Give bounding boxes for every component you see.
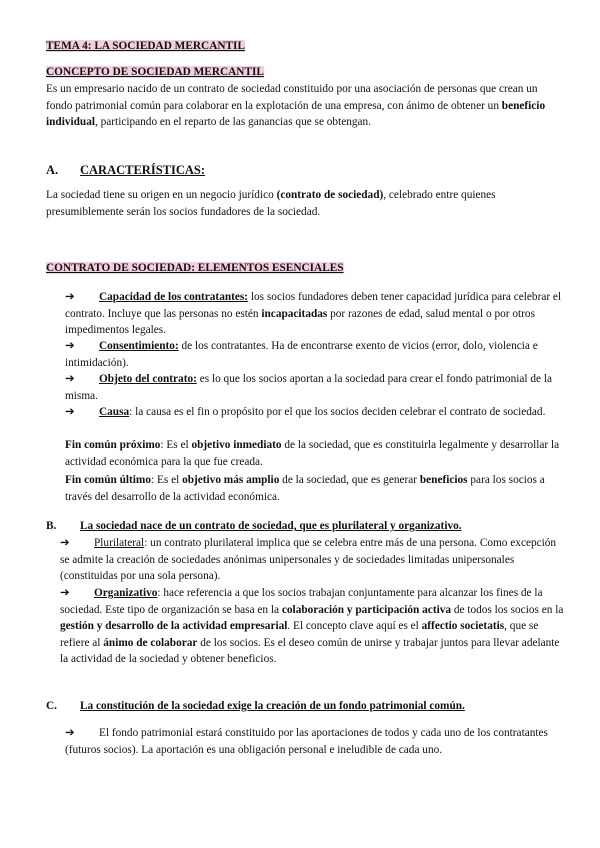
c-paragraph-text: El fondo patrimonial estará constituido por las aportaciones de todos y cada uno de los contratantes (futuros socios). La aportación es una obligación personal e ineludible de cada uno. — [65, 727, 548, 756]
b-organizativo-text-5: de los socios. Es el deseo común de unirse y trabajar juntos para llevar adelante la actividad de la sociedad y obtener beneficios. — [60, 636, 560, 665]
arrow-icon: ➔ — [65, 340, 75, 352]
document-title — [46, 38, 245, 55]
c-paragraph — [65, 725, 565, 758]
element-consent-text: de los contratantes. Ha de encontrarse exento de vicios (error, dolo, violencia e intimidación). — [65, 340, 538, 369]
arrow-icon: ➔ — [60, 537, 70, 549]
b-organizativo-text-4: , que se refiere al — [60, 620, 539, 649]
fin-ultimo-text-2: de la sociedad, que es generar — [279, 474, 420, 486]
b-organizativo-bold-2: gestión y desarrollo de la actividad empresarial — [60, 620, 288, 632]
contract-heading-text: CONTRATO DE SOCIEDAD: ELEMENTOS ESENCIALES — [46, 262, 344, 274]
fin-proximo — [65, 437, 565, 470]
section-b-letter: B. — [46, 520, 57, 532]
element-object-label: Objeto del contrato: — [99, 373, 197, 385]
b-organizativo-text-2: de todos los socios en la — [451, 603, 564, 616]
b-plurilateral-text: : un contrato plurilateral implica que se celebra entre más de una persona. Como excepción se admite la creación de sociedades anónimas unipersonales y de sociedades limitadas unipersonales (constituidas por una sola persona). — [60, 537, 557, 582]
section-a-text: La sociedad tiene su origen en un negocio jurídico — [46, 189, 277, 201]
section-b-title: La sociedad nace de un contrato de sociedad, que es plurilateral y organizativo. — [80, 520, 462, 532]
concept-paragraph — [46, 81, 566, 131]
fin-ultimo-bold-2: beneficios — [419, 474, 468, 486]
element-consent — [65, 338, 565, 371]
fin-proximo-label: Fin común próximo — [65, 439, 161, 451]
element-consent-label: Consentimiento: — [99, 340, 179, 352]
fin-ultimo-label: Fin común último — [65, 474, 151, 486]
concept-heading — [46, 64, 264, 81]
fin-proximo-text-end: de la sociedad, que es constituirla legalmente y desarrollar la actividad económica para la que fue creada. — [65, 439, 560, 468]
section-a-title: CARACTERÍSTICAS: — [80, 163, 206, 177]
element-capacity-text: los socios fundadores deben tener capacidad jurídica para celebrar el contrato. Incluye que las personas no estén — [65, 291, 562, 320]
section-a-bold: (contrato de sociedad) — [276, 189, 384, 201]
element-object-text: es lo que los socios aportan a la sociedad para crear el fondo patrimonial de la misma. — [65, 373, 552, 402]
arrow-icon: ➔ — [65, 406, 75, 418]
fin-ultimo — [65, 472, 565, 505]
section-a-paragraph — [46, 187, 566, 220]
section-c-title: La constitución de la sociedad exige la creación de un fondo patrimonial común. — [80, 700, 465, 712]
b-organizativo — [60, 585, 565, 668]
element-cause-text: : la causa es el fin o propósito por el que los socios deciden celebrar el contrato de sociedad. — [129, 406, 546, 418]
arrow-icon: ➔ — [65, 291, 75, 303]
b-plurilateral — [60, 535, 565, 585]
b-organizativo-bold-3: affectio societatis — [421, 620, 505, 632]
b-organizativo-label: Organizativo — [94, 587, 158, 599]
concept-bold: beneficio individual — [46, 99, 546, 128]
element-cause-label: Causa — [99, 406, 130, 418]
fin-ultimo-bold-1: objetivo más amplio — [182, 474, 280, 486]
element-capacity-bold: incapacitadas — [261, 307, 328, 320]
concept-text-end: , participando en el reparto de las ganancias que se obtengan. — [94, 116, 372, 128]
b-organizativo-bold-1: colaboración y participación activa — [281, 603, 452, 616]
element-object — [65, 371, 565, 404]
b-organizativo-text-1: : hace referencia a que los socios trabajan conjuntamente para alcanzar los fines de la sociedad. Este tipo de organización se basa en la — [60, 587, 543, 616]
section-b-heading — [46, 518, 566, 535]
element-capacity-text-end: por razones de edad, salud mental o por otros impedimentos legales. — [65, 307, 535, 336]
fin-ultimo-text: : Es el — [151, 474, 183, 486]
element-capacity — [65, 289, 565, 339]
element-cause — [65, 404, 565, 421]
fin-proximo-text: : Es el — [160, 439, 192, 451]
title-text: TEMA 4: LA SOCIEDAD MERCANTIL — [46, 40, 245, 52]
fin-ultimo-text-3: para los socios a través del desarrollo de la actividad económica. — [65, 474, 545, 503]
element-capacity-label: Capacidad de los contratantes: — [99, 291, 249, 303]
concept-text: Es un empresario nacido de un contrato de sociedad constituido por una asociación de personas que crean un fondo patrimonial común para colaborar en la explotación de una empresa, con ánimo de obtener un — [46, 83, 538, 112]
b-organizativo-text-3: . El concepto clave aquí es el — [287, 620, 422, 632]
arrow-icon: ➔ — [65, 727, 75, 739]
contract-heading — [46, 260, 344, 277]
concept-heading-text: CONCEPTO DE SOCIEDAD MERCANTIL — [46, 66, 264, 78]
arrow-icon: ➔ — [65, 373, 75, 385]
b-organizativo-bold-4: ánimo de colaborar — [103, 636, 198, 649]
arrow-icon: ➔ — [60, 587, 70, 599]
section-c-letter: C. — [46, 700, 57, 712]
section-a-text-end: , celebrado entre quienes presumiblemente serán los socios fundadores de la sociedad. — [46, 189, 496, 218]
section-a-heading — [46, 162, 205, 179]
section-c-heading — [46, 698, 566, 715]
section-a-letter: A. — [46, 163, 59, 177]
b-plurilateral-label: Plurilateral — [94, 537, 145, 549]
fin-proximo-bold: objetivo inmediato — [191, 439, 282, 451]
